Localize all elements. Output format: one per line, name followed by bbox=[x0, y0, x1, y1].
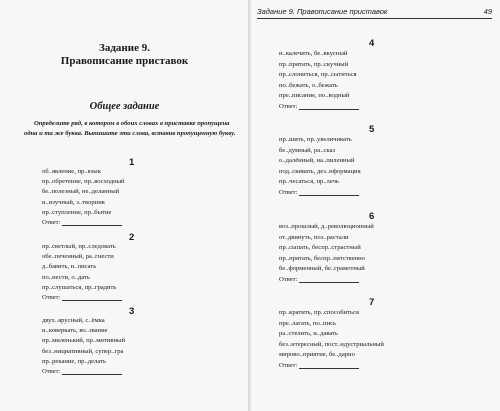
word-pair-text: пре..лагать, по..пись bbox=[279, 319, 337, 327]
word-pair-line bbox=[42, 188, 119, 195]
word-pair-text: н..изучный, з..творник bbox=[42, 198, 105, 206]
word-pair-line bbox=[279, 234, 349, 241]
exercise-number: 6 bbox=[369, 211, 375, 222]
word-pair-text: пр..прятать, пр..скучный bbox=[279, 60, 349, 68]
word-pair-text: н..коверкать, во..звание bbox=[42, 327, 108, 335]
answer-blank-line bbox=[299, 190, 359, 196]
answer-blank-line bbox=[62, 295, 122, 301]
answer-label bbox=[279, 103, 359, 110]
answer-blank-line bbox=[62, 369, 122, 375]
task-title bbox=[0, 42, 249, 68]
word-pair-text: от..двинуть, поз..растали bbox=[279, 233, 349, 241]
answer-blank-line bbox=[299, 363, 359, 369]
exercise-number: 1 bbox=[129, 157, 135, 168]
word-pair-text: пр..кратить, пр..способиться bbox=[279, 309, 359, 316]
word-pair-text: пр..слушаться, пр..градить bbox=[42, 283, 117, 291]
answer-label-text: Ответ: bbox=[42, 368, 61, 375]
word-pair-line bbox=[279, 147, 335, 154]
answer-blank-line bbox=[62, 220, 122, 226]
exercise-number: 7 bbox=[369, 297, 375, 308]
answer-label-text: Ответ: bbox=[279, 276, 298, 283]
word-pair-text: пр..прятать, беспр..пятственно bbox=[279, 254, 365, 262]
word-pair-line bbox=[279, 223, 374, 230]
word-pair-line bbox=[42, 253, 114, 260]
word-pair-line bbox=[42, 199, 105, 206]
word-pair-text: пр..сыпать, беспр..страстный bbox=[279, 244, 361, 252]
answer-blank-line bbox=[299, 277, 359, 283]
word-pair-line bbox=[42, 178, 125, 185]
exercise-number: 4 bbox=[369, 38, 375, 49]
word-pair-line bbox=[279, 351, 355, 358]
left-page bbox=[0, 0, 249, 411]
exercise-number: 2 bbox=[129, 232, 135, 243]
word-pair-line bbox=[279, 320, 336, 327]
word-pair-line bbox=[42, 243, 116, 250]
word-pair-line bbox=[279, 61, 348, 68]
word-pair-line bbox=[279, 168, 361, 175]
word-pair-line bbox=[279, 82, 338, 89]
word-pair-text: о..далённый, на..пиленный bbox=[279, 157, 355, 165]
running-head-rule bbox=[257, 18, 492, 19]
word-pair-text: по..нести, о..дать bbox=[42, 273, 90, 281]
answer-label bbox=[279, 189, 359, 196]
running-head-title: Задание 9. Правописание приставок bbox=[257, 7, 388, 16]
word-pair-text: двух..ярусный, с..ёмка bbox=[42, 317, 105, 324]
word-pair-line bbox=[279, 92, 349, 99]
answer-label bbox=[279, 362, 359, 369]
word-pair-line bbox=[279, 157, 355, 164]
answer-label bbox=[279, 276, 359, 283]
word-pair-text: пр..слониться, пр..сытиться bbox=[279, 71, 357, 79]
word-pair-line bbox=[42, 337, 125, 344]
right-page bbox=[251, 0, 500, 411]
word-pair-line bbox=[42, 284, 116, 291]
word-pair-text: пр..ступление, пр..бытие bbox=[42, 208, 112, 216]
word-pair-line bbox=[279, 265, 365, 272]
word-pair-line bbox=[279, 255, 365, 262]
exercise-number: 5 bbox=[369, 124, 375, 135]
word-pair-line bbox=[42, 274, 90, 281]
task-number: Задание 9. bbox=[99, 42, 150, 54]
word-pair-line bbox=[42, 358, 106, 365]
page-number: 49 bbox=[483, 7, 492, 16]
answer-blank-line bbox=[299, 104, 359, 110]
word-pair-text: ра..стелить, и..давать bbox=[279, 330, 339, 338]
answer-label bbox=[42, 219, 122, 226]
word-pair-text: без..нициативный, супер..гра bbox=[42, 347, 124, 355]
task-topic: Правописание приставок bbox=[60, 55, 189, 67]
word-pair-line bbox=[279, 330, 338, 337]
word-pair-line bbox=[42, 327, 108, 334]
exercise-number: 3 bbox=[129, 306, 135, 317]
word-pair-text: д..бавить, н..писать bbox=[42, 263, 97, 271]
instructions: Определите ряд, в котором в обоих словах в приставке пропущена одна и та же буква. Выпишите эти слова, вставив пропущенную букву. bbox=[24, 120, 236, 137]
word-pair-text: бе..думный, ра..сказ bbox=[279, 146, 336, 154]
word-pair-text: мирово..приятие, бе..дарно bbox=[279, 351, 355, 359]
word-pair-text: под..скивать, дез..нформация bbox=[279, 167, 361, 175]
word-pair-text: пр..шить, пр..увеличивать bbox=[279, 136, 352, 143]
word-pair-line bbox=[279, 136, 352, 143]
word-pair-line bbox=[42, 263, 96, 270]
word-pair-text: пр..рекание, пр..делать bbox=[42, 357, 106, 365]
answer-label-text: Ответ: bbox=[279, 362, 298, 369]
answer-label bbox=[42, 368, 122, 375]
word-pair-text: воз..прошлый, д..революционный bbox=[279, 223, 374, 230]
word-pair-line bbox=[279, 71, 357, 78]
word-pair-text: по..бежать, о..бежать bbox=[279, 81, 338, 89]
word-pair-text: пр..светлый, пр..следовать bbox=[42, 243, 116, 250]
word-pair-line bbox=[279, 341, 384, 348]
word-pair-text: об..явление, пр..язык bbox=[42, 168, 101, 175]
word-pair-text: пр..миленький, пр..митивный bbox=[42, 337, 125, 345]
running-head bbox=[257, 7, 492, 16]
word-pair-line bbox=[42, 209, 111, 216]
word-pair-text: пр..чесаться, пр..лечь bbox=[279, 178, 339, 186]
answer-label-text: Ответ: bbox=[279, 189, 298, 196]
section-title: Общее задание bbox=[89, 101, 160, 112]
word-pair-text: бе..полезный, не..деланный bbox=[42, 188, 120, 196]
word-pair-line bbox=[42, 348, 123, 355]
word-pair-line bbox=[42, 317, 105, 324]
word-pair-line bbox=[279, 244, 361, 251]
word-pair-line bbox=[42, 168, 101, 175]
answer-label-text: Ответ: bbox=[42, 294, 61, 301]
word-pair-text: обе..печенный, ра..гнести bbox=[42, 253, 114, 261]
answer-label-text: Ответ: bbox=[279, 103, 298, 110]
answer-label bbox=[42, 294, 122, 301]
answer-label-text: Ответ: bbox=[42, 219, 61, 226]
word-pair-text: н..калечить, бе..вкусный bbox=[279, 50, 348, 57]
word-pair-text: пре..писание, по..водный bbox=[279, 92, 350, 100]
word-pair-text: бе..форменный, бе..грамотный bbox=[279, 265, 365, 273]
word-pair-line bbox=[279, 309, 359, 316]
word-pair-text: пр..обретение, пр..восходный bbox=[42, 178, 125, 186]
word-pair-line bbox=[279, 178, 339, 185]
word-pair-line bbox=[279, 50, 347, 57]
word-pair-text: без..нтересный, пост..ндустриальный bbox=[279, 340, 384, 348]
